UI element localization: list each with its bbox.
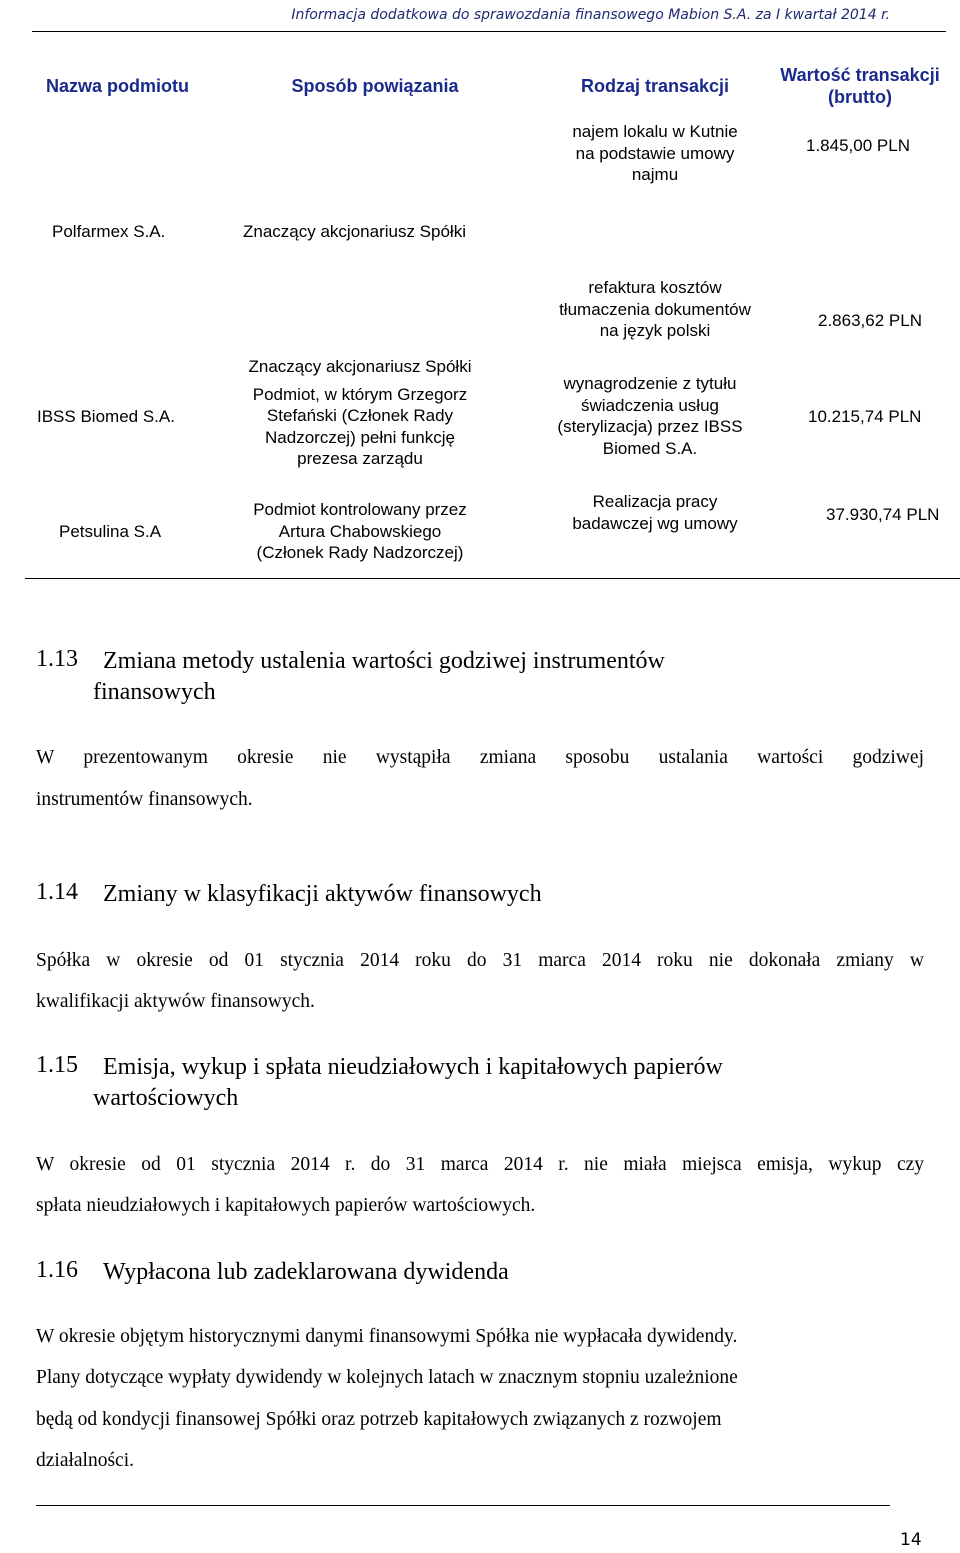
row4-transaction-line: badawczej wg umowy: [572, 513, 738, 533]
row3-relation-line: Znaczący akcjonariusz Spółki: [248, 357, 472, 376]
row2-transaction-line: refaktura kosztów: [588, 278, 722, 297]
col-header-transaction: Rodzaj transakcji: [580, 76, 730, 96]
section-1-14-line1: Spółka w okresie od 01 stycznia 2014 roku do 31 marca 2014 roku nie dokonała zmiany w: [36, 950, 924, 971]
section-1-14-title: Zmiany w klasyfikacji aktywów finansowych: [103, 881, 542, 907]
section-1-13-line1: W prezentowanym okresie nie wystąpiła zmiana sposobu ustalania wartości godziwej: [36, 747, 924, 768]
row4-relation: [225, 499, 495, 564]
row3-transaction-line: wynagrodzenie z tytułu: [563, 374, 737, 393]
row0-value: 1.845,00 PLN: [806, 136, 910, 155]
page-number: 14: [900, 1530, 922, 1550]
row3-relation: [225, 356, 495, 470]
row1-entity: Polfarmex S.A.: [52, 222, 166, 241]
row2-value: 2.863,62 PLN: [818, 311, 922, 330]
col-header-entity: Nazwa podmiotu: [46, 76, 189, 96]
row4-relation-line: Artura Chabowskiego: [278, 521, 442, 541]
col-header-value-line1: Wartość transakcji: [780, 65, 940, 85]
section-1-15-line1: W okresie od 01 stycznia 2014 r. do 31 marca 2014 r. nie miała miejsca emisja, wykup czy: [36, 1154, 924, 1175]
section-1-14-line2: kwalifikacji aktywów finansowych.: [36, 991, 315, 1012]
row4-relation-line: Podmiot kontrolowany przez: [253, 500, 467, 519]
document-header: Informacja dodatkowa do sprawozdania finansowego Mabion S.A. za I kwartał 2014 r.: [291, 7, 890, 23]
row3-entity: IBSS Biomed S.A.: [37, 407, 175, 426]
row0-transaction: [520, 121, 790, 186]
row3-relation-line: prezesa zarządu: [297, 449, 423, 468]
section-1-15-number: 1.15: [36, 1052, 78, 1078]
table-bottom-rule: [25, 578, 960, 579]
row3-relation-line: Podmiot, w którym Grzegorz: [252, 384, 468, 404]
row3-transaction-line: Biomed S.A.: [602, 438, 698, 458]
row3-transaction: [510, 373, 790, 459]
footer-rule: [36, 1505, 890, 1506]
col-header-value: [765, 64, 955, 108]
section-1-16-line2: Plany dotyczące wypłaty dywidendy w kolejnych latach w znacznym stopniu uzależnione: [36, 1367, 738, 1388]
section-1-13-title-line2: finansowych: [93, 679, 216, 705]
row3-value: 10.215,74 PLN: [808, 407, 922, 426]
row2-transaction-line: na język polski: [599, 321, 711, 340]
section-1-16-line3: będą od kondycji finansowej Spółki oraz potrzeb kapitałowych związanych z rozwojem: [36, 1409, 722, 1430]
section-1-16-line4: działalności.: [36, 1450, 135, 1471]
row0-transaction-line: najmu: [631, 165, 679, 184]
section-1-16-number: 1.16: [36, 1257, 78, 1283]
row2-transaction: [520, 277, 790, 342]
section-1-16-line1: W okresie objętym historycznymi danymi finansowymi Spółka nie wypłacała dywidendy.: [36, 1326, 738, 1347]
col-header-value-line2: (brutto): [828, 87, 892, 107]
section-1-13-title-line1: Zmiana metody ustalenia wartości godziwej instrumentów: [103, 648, 665, 674]
section-1-13-line2: instrumentów finansowych.: [36, 789, 253, 810]
row0-transaction-line: najem lokalu w Kutnie: [572, 122, 738, 141]
section-1-13-number: 1.13: [36, 646, 78, 672]
section-1-15-title-line2: wartościowych: [93, 1085, 239, 1111]
row3-relation-line: Stefański (Członek Rady: [266, 406, 454, 425]
row3-transaction-line: świadczenia usług: [581, 395, 719, 415]
row2-transaction-line: tłumaczenia dokumentów: [559, 299, 751, 319]
section-1-15-line2: spłata nieudziałowych i kapitałowych papierów wartościowych.: [36, 1195, 536, 1216]
row1-relation: Znaczący akcjonariusz Spółki: [243, 222, 466, 241]
row4-value: 37.930,74 PLN: [826, 505, 940, 524]
section-1-14-number: 1.14: [36, 879, 78, 905]
row3-relation-line: Nadzorczej) pełni funkcję: [265, 427, 455, 447]
section-1-16-title: Wypłacona lub zadeklarowana dywidenda: [103, 1259, 509, 1285]
row4-entity: Petsulina S.A: [59, 522, 162, 541]
row4-transaction-line: Realizacja pracy: [592, 492, 718, 511]
row4-transaction: [520, 491, 790, 534]
header-rule: [32, 31, 946, 32]
row4-relation-line: (Członek Rady Nadzorczej): [256, 543, 464, 562]
col-header-relation: Sposób powiązania: [291, 76, 459, 96]
row0-transaction-line: na podstawie umowy: [575, 143, 735, 163]
section-1-15-title-line1: Emisja, wykup i spłata nieudziałowych i kapitałowych papierów: [103, 1054, 723, 1080]
row3-transaction-line: (sterylizacja) przez IBSS: [557, 417, 743, 436]
